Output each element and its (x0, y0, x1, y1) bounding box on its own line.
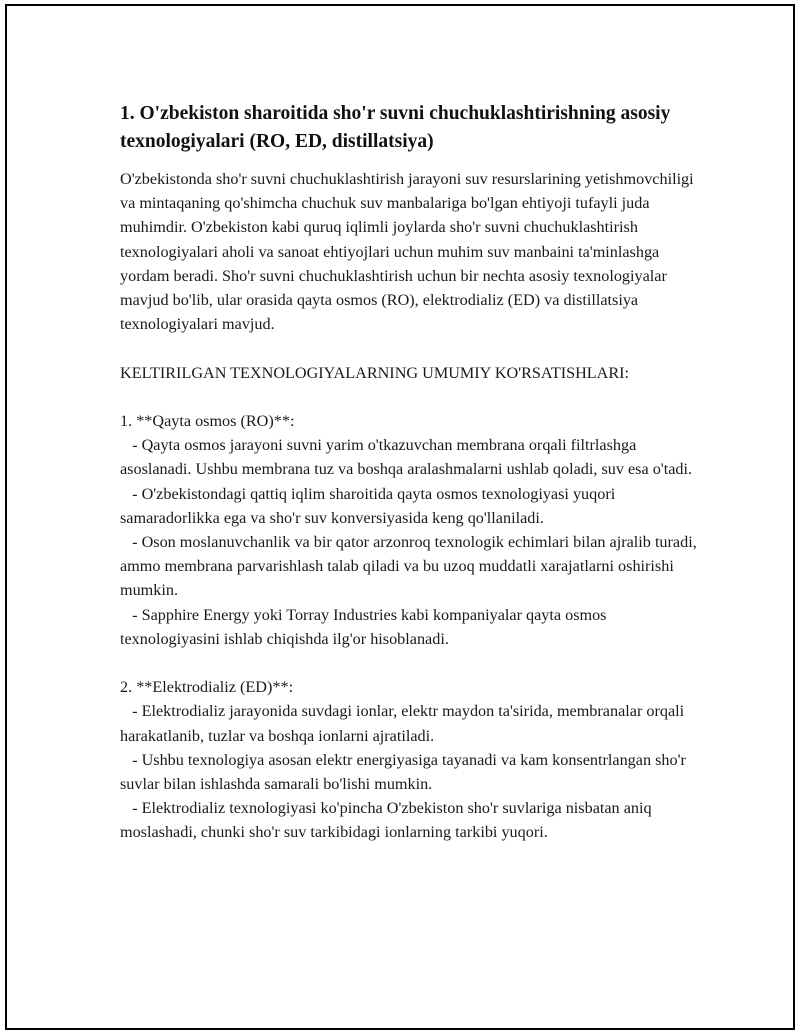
section-heading: KELTIRILGAN TEXNOLOGIYALARNING UMUMIY KO'RSATISHLARI: (120, 363, 630, 382)
bullet: - Qayta osmos jarayoni suvni yarim o'tkazuvchan membrana orqali filtrlashga asoslanadi. Ushbu membrana tuz va boshqa aralashmalarni ushlab qoladi, suv esa o'tadi. (120, 436, 693, 479)
bullet: - Elektrodializ texnologiyasi ko'pincha O'zbekiston sho'r suvlariga nisbatan aniq moslashadi, chunki sho'r suv tarkibidagi ionlarning tarkibi yuqori. (120, 799, 656, 842)
page (5, 4, 795, 1030)
list-item (120, 409, 700, 651)
spacer (120, 385, 700, 409)
item-heading: 2. **Elektrodializ (ED)**: (120, 678, 294, 697)
document-title: 1. O'zbekiston sharoitida sho'r suvni chuchuklashtirishning asosiy texnologiyalari (RO, ED, distillatsiya) (120, 103, 671, 152)
bullet: - Sapphire Energy yoki Torray Industries kabi kompaniyalar qayta osmos texnologiyasini ishlab chiqishda ilg'or hisoblanadi. (120, 605, 611, 648)
document-body (120, 100, 700, 845)
item-heading: 1. **Qayta osmos (RO)**: (120, 412, 295, 430)
spacer (120, 336, 700, 360)
bullet: - Elektrodializ jarayonida suvdagi ionlar, elektr maydon ta'sirida, membranalar orqali harakatlanib, tuzlar va boshqa ionlarni ajratiladi. (120, 702, 689, 745)
bullet: - O'zbekistondagi qattiq iqlim sharoitida qayta osmos texnologiyasi yuqori samaradorlikka ega va sho'r suv konversiyasida keng qo'llaniladi. (120, 484, 620, 527)
bullet: - Oson moslanuvchanlik va bir qator arzonroq texnologik echimlari bilan ajralib turadi, ammo membrana parvarishlash talab qiladi va bu uzoq muddatli xarajatlarni oshirishi mumkin. (120, 533, 701, 600)
bullet: - Ushbu texnologiya asosan elektr energiyasiga tayanadi va kam konsentrlangan sho'r suvlar bilan ishlashda samarali bo'lishi mumkin. (120, 750, 690, 794)
spacer (120, 651, 700, 675)
intro-paragraph: O'zbekistonda sho'r suvni chuchuklashtirish jarayoni suv resurslarining yetishmovchiligi va mintaqaning qo'shimcha chuchuk suv manbalariga bo'lgan ehtiyoji tufayli juda muhimdir. O'zbekiston kabi quruq iqlimli joylarda sho'r suvni chuchuklashtirish texnologiyalari aholi va sanoat ehtiyojlari uchun muhim suv manbaini ta'minlashga yordam beradi. Sho'r suvni chuchuklashtirish uchun bir nechta asosiy texnologiyalar mavjud bo'lib, ular orasida qayta osmos (RO), elektrodializ (ED) va distillatsiya texnologiyalari mavjud. (120, 170, 698, 334)
list-item (120, 675, 700, 844)
